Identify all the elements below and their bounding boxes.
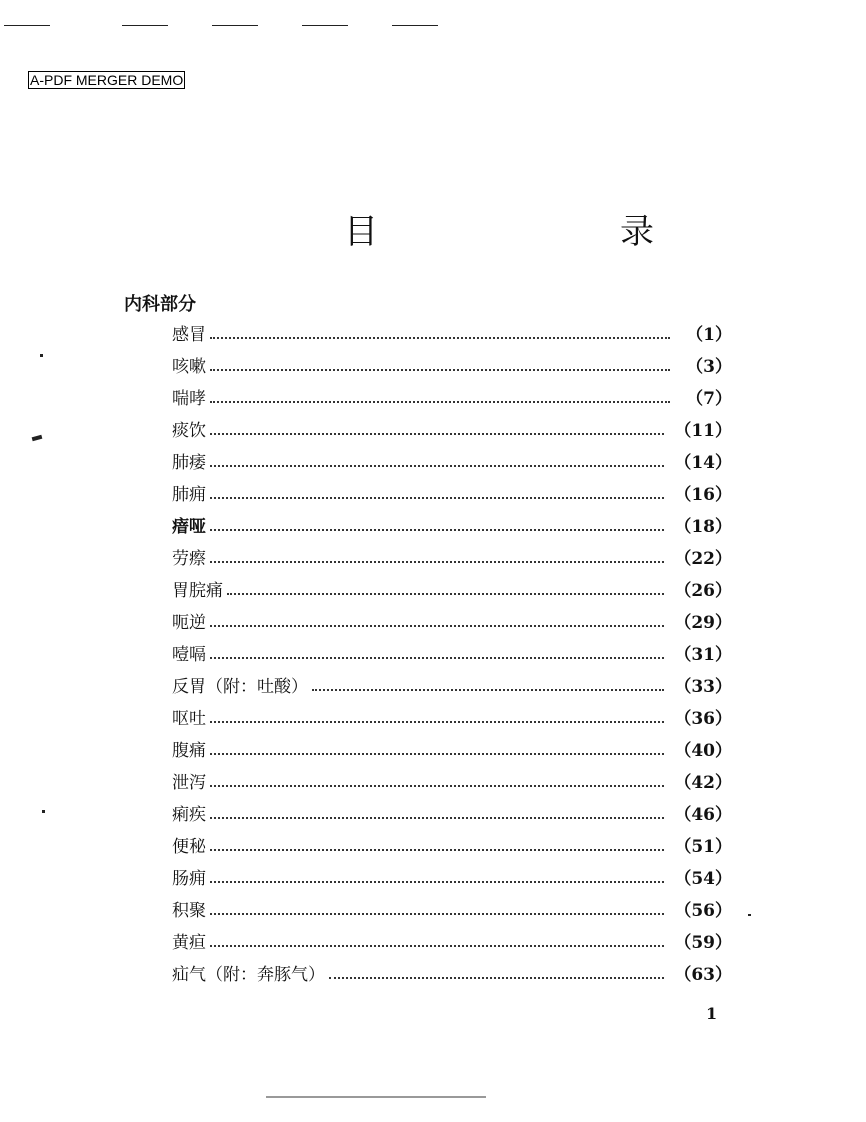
dot-leader — [329, 977, 664, 979]
toc-entry[interactable] — [172, 704, 732, 736]
toc-entry[interactable] — [172, 544, 732, 576]
toc-entry[interactable] — [172, 352, 732, 384]
entry-page: （40） — [674, 741, 732, 761]
dot-leader — [210, 945, 664, 947]
entry-title: 痰饮 — [172, 421, 206, 441]
toc-entry[interactable] — [172, 768, 732, 800]
toc-entry[interactable] — [172, 928, 732, 960]
entry-page: （42） — [674, 773, 732, 793]
entry-page: （7） — [686, 389, 732, 409]
scan-speck — [40, 354, 43, 357]
toc-entry[interactable] — [172, 384, 732, 416]
header-rule — [212, 25, 258, 26]
entry-page: （29） — [674, 613, 732, 633]
entry-title: 劳瘵 — [172, 549, 206, 569]
entry-page: （11） — [674, 421, 732, 441]
dot-leader — [210, 561, 664, 563]
toc-entry[interactable] — [172, 800, 732, 832]
watermark-label: A-PDF MERGER DEMO — [30, 72, 184, 88]
section-heading: 内科部分 — [124, 294, 196, 315]
entry-title: 黄疸 — [172, 933, 206, 953]
entry-page: （14） — [674, 453, 732, 473]
toc-entry[interactable] — [172, 608, 732, 640]
dot-leader — [210, 753, 664, 755]
entry-title: 泄泻 — [172, 773, 206, 793]
entry-title: 腹痛 — [172, 741, 206, 761]
scan-speck — [42, 810, 45, 813]
entry-title: 肺痈 — [172, 485, 206, 505]
entry-title: 咳嗽 — [172, 357, 206, 377]
toc-entry[interactable] — [172, 736, 732, 768]
dot-leader — [210, 625, 664, 627]
dot-leader — [312, 689, 664, 691]
entry-title: 疝气（附：奔豚气） — [172, 965, 325, 985]
toc-entry[interactable] — [172, 416, 732, 448]
entry-page: （31） — [674, 645, 732, 665]
entry-title: 积聚 — [172, 901, 206, 921]
toc-entry[interactable] — [172, 480, 732, 512]
toc-entry[interactable] — [172, 960, 732, 992]
entry-page: （56） — [674, 901, 732, 921]
toc-entry[interactable] — [172, 448, 732, 480]
entry-title: 便秘 — [172, 837, 206, 857]
header-rule — [302, 25, 348, 26]
entry-title: 肠痈 — [172, 869, 206, 889]
entry-title: 呕吐 — [172, 709, 206, 729]
scan-speck — [748, 914, 751, 916]
entry-page: （16） — [674, 485, 732, 505]
entry-title: 胃脘痛 — [172, 581, 223, 601]
entry-page: （3） — [686, 357, 732, 377]
entry-title: 肺痿 — [172, 453, 206, 473]
table-of-contents — [172, 320, 732, 992]
dot-leader — [210, 913, 664, 915]
dot-leader — [210, 881, 664, 883]
entry-page: （51） — [674, 837, 732, 857]
toc-entry[interactable] — [172, 320, 732, 352]
toc-entry[interactable] — [172, 640, 732, 672]
page-title: 目 录 — [344, 212, 758, 252]
page-number: 1 — [706, 1004, 718, 1023]
entry-title: 感冒 — [172, 325, 206, 345]
entry-title: 喘哮 — [172, 389, 206, 409]
dot-leader — [210, 465, 664, 467]
dot-leader — [210, 433, 664, 435]
dot-leader — [210, 529, 664, 531]
entry-page: （1） — [686, 325, 732, 345]
entry-page: （63） — [674, 965, 732, 985]
entry-page: （59） — [674, 933, 732, 953]
dot-leader — [210, 337, 670, 339]
header-rule — [392, 25, 438, 26]
entry-title: 反胃（附：吐酸） — [172, 677, 308, 697]
entry-page: （22） — [674, 549, 732, 569]
entry-page: （18） — [674, 517, 732, 537]
dot-leader — [210, 369, 670, 371]
entry-page: （36） — [674, 709, 732, 729]
entry-title: 痢疾 — [172, 805, 206, 825]
dot-leader — [210, 401, 670, 403]
entry-page: （46） — [674, 805, 732, 825]
dot-leader — [210, 785, 664, 787]
dot-leader — [210, 849, 664, 851]
scan-speck — [32, 435, 43, 441]
dot-leader — [210, 817, 664, 819]
header-rule — [122, 25, 168, 26]
toc-entry[interactable] — [172, 896, 732, 928]
entry-page: （26） — [674, 581, 732, 601]
toc-entry[interactable] — [172, 832, 732, 864]
entry-title: 噎嗝 — [172, 645, 206, 665]
footer-scan-artifact — [266, 1096, 486, 1098]
header-rule — [4, 25, 50, 26]
entry-page: （33） — [674, 677, 732, 697]
entry-page: （54） — [674, 869, 732, 889]
dot-leader — [210, 657, 664, 659]
entry-title: 瘖哑 — [172, 517, 206, 537]
toc-entry[interactable] — [172, 864, 732, 896]
dot-leader — [210, 721, 664, 723]
toc-entry[interactable] — [172, 512, 732, 544]
toc-entry[interactable] — [172, 672, 732, 704]
toc-entry[interactable] — [172, 576, 732, 608]
entry-title: 呃逆 — [172, 613, 206, 633]
dot-leader — [210, 497, 664, 499]
dot-leader — [227, 593, 664, 595]
